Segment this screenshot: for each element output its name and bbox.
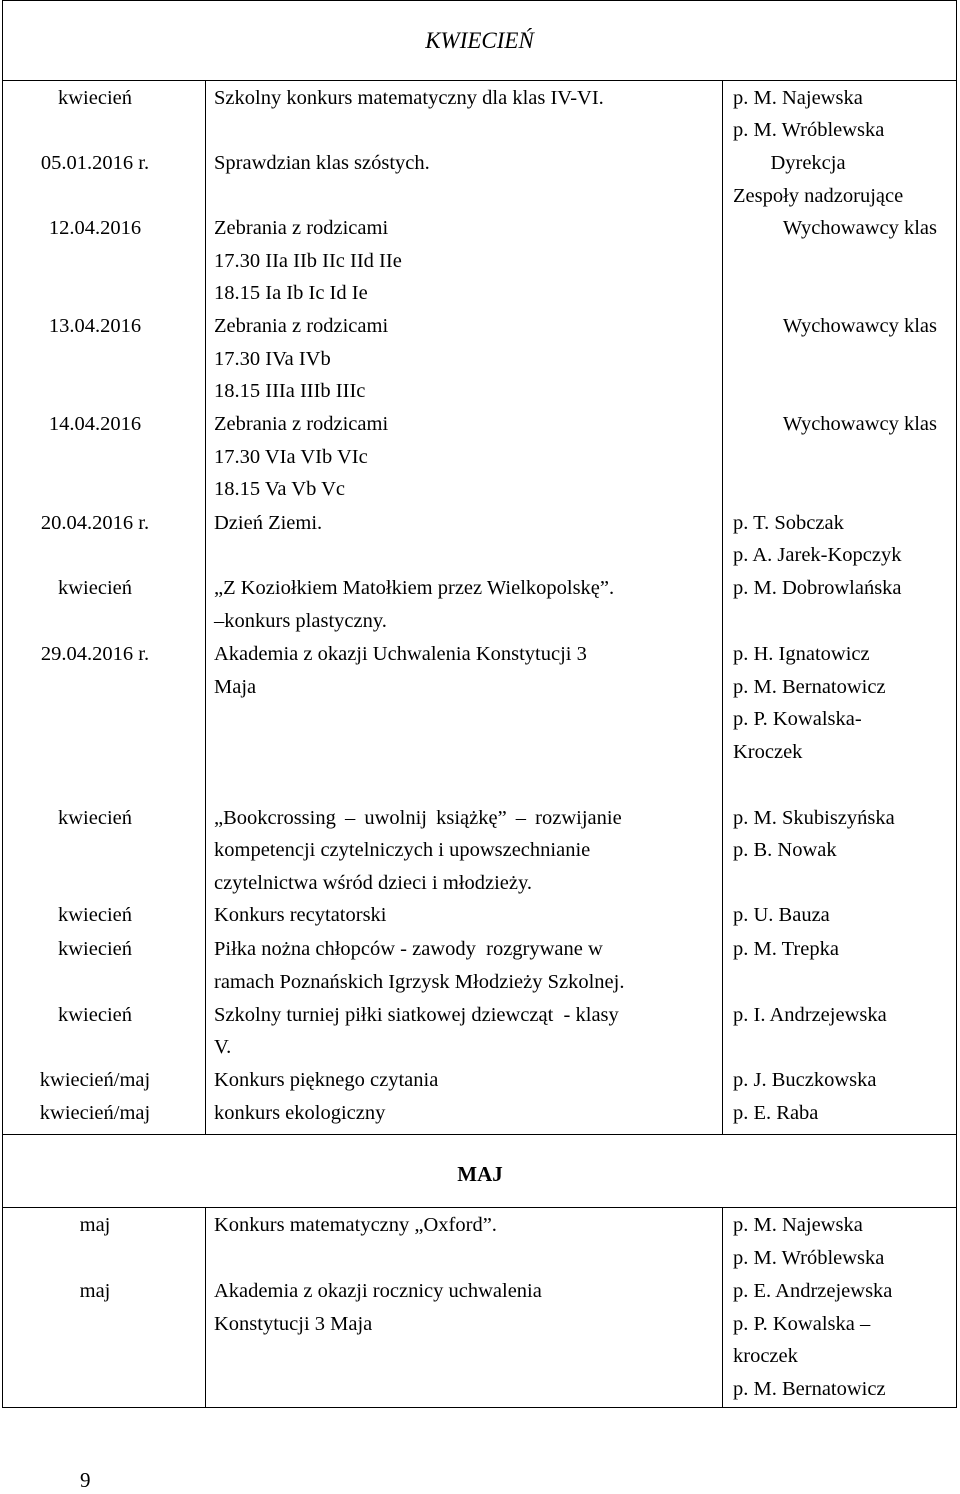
may-row-1-resp-line-2: kroczek (733, 1345, 798, 1367)
row-3-resp-line-0: Wychowawcy klas (782, 315, 937, 337)
row-8-event-line-2: czytelnictwa wśród dzieci i młodzieży. (214, 872, 533, 894)
row-0-resp-line-1: p. M. Wróblewska (733, 119, 885, 141)
row-5-resp-line-1: p. A. Jarek-Kopczyk (733, 544, 902, 566)
row-10-date: kwiecień (58, 938, 132, 960)
may-table-top (3, 1207, 956, 1208)
row-2-date: 12.04.2016 (48, 217, 142, 239)
may-row-1-event-line-0: Akademia z okazji rocznicy uchwalenia (214, 1280, 542, 1302)
april-header (2, 0, 957, 81)
may-row-0-event-line-0: Konkurs matematyczny „Oxford”. (214, 1214, 497, 1236)
april-title: KWIECIEŃ (425, 28, 534, 53)
row-2-event-line-2: 18.15 Ia Ib Ic Id Ie (214, 282, 368, 304)
page-number: 9 (80, 1468, 91, 1492)
row-8-event-line-1: kompetencji czytelniczych i upowszechnianie (214, 839, 591, 861)
row-8-date: kwiecień (58, 807, 132, 829)
row-1-date: 05.01.2016 r. (40, 152, 150, 174)
row-0-event-line-0: Szkolny konkurs matematyczny dla klas IV-VI. (214, 87, 604, 109)
row-4-event-line-2: 18.15 Va Vb Vc (214, 478, 345, 500)
row-7-resp-line-2: p. P. Kowalska- (733, 708, 862, 730)
row-8-resp-line-1: p. B. Nowak (733, 839, 837, 861)
row-6-event-line-1: –konkurs plastyczny. (214, 610, 387, 632)
row-1-resp-line-1: Zespoły nadzorujące (733, 185, 904, 207)
row-4-event-line-1: 17.30 VIa VIb VIc (214, 446, 368, 468)
row-0-resp-line-0: p. M. Najewska (733, 87, 863, 109)
row-2-resp-line-0: Wychowawcy klas (782, 217, 937, 239)
may-title: MAJ (457, 1162, 503, 1186)
may-row-1-date: maj (79, 1280, 111, 1302)
row-0-date: kwiecień (58, 87, 132, 109)
may-row-1-event-line-1: Konstytucji 3 Maja (214, 1313, 373, 1335)
row-12-date: kwiecień/maj (39, 1069, 151, 1091)
column-divider-1 (205, 81, 206, 1135)
row-7-date: 29.04.2016 r. (40, 643, 150, 665)
may-row-1-resp-line-3: p. M. Bernatowicz (733, 1378, 886, 1400)
row-4-date: 14.04.2016 (48, 413, 142, 435)
row-3-event-line-1: 17.30 IVa IVb (214, 348, 331, 370)
row-6-resp-line-0: p. M. Dobrowlańska (733, 577, 902, 599)
row-7-event-line-0: Akademia z okazji Uchwalenia Konstytucji 3 (214, 643, 587, 665)
row-6-date: kwiecień (58, 577, 132, 599)
row-9-date: kwiecień (58, 904, 132, 926)
row-13-resp-line-0: p. E. Raba (733, 1102, 819, 1124)
row-3-date: 13.04.2016 (48, 315, 142, 337)
row-7-resp-line-0: p. H. Ignatowicz (733, 643, 870, 665)
row-12-event-line-0: Konkurs pięknego czytania (214, 1069, 439, 1091)
row-2-event-line-1: 17.30 IIa IIb IIc IId IIe (214, 250, 402, 272)
row-11-resp-line-0: p. I. Andrzejewska (733, 1004, 887, 1026)
may-divider-1 (205, 1207, 206, 1407)
row-8-resp-line-0: p. M. Skubiszyńska (733, 807, 895, 829)
row-2-event-line-0: Zebrania z rodzicami (214, 217, 389, 239)
row-12-resp-line-0: p. J. Buczkowska (733, 1069, 877, 1091)
row-9-event-line-0: Konkurs recytatorski (214, 904, 387, 926)
row-11-event-line-0: Szkolny turniej piłki siatkowej dziewcząt - klasy (214, 1004, 619, 1026)
row-6-event-line-0: „Z Koziołkiem Matołkiem przez Wielkopolskę”. (214, 577, 615, 599)
row-13-date: kwiecień/maj (39, 1102, 151, 1124)
row-1-resp-line-0: Dyrekcja (770, 152, 846, 174)
row-7-resp-line-3: Kroczek (733, 741, 803, 763)
column-divider-2 (722, 81, 723, 1135)
may-row-0-resp-line-1: p. M. Wróblewska (733, 1247, 885, 1269)
row-1-event-line-0: Sprawdzian klas szóstych. (214, 152, 430, 174)
row-8-event-line-0: „Bookcrossing – uwolnij książkę” – rozwijanie (214, 807, 622, 829)
row-5-date: 20.04.2016 r. (40, 512, 150, 534)
row-11-event-line-1: V. (214, 1036, 232, 1058)
row-11-date: kwiecień (58, 1004, 132, 1026)
may-row-0-date: maj (79, 1214, 111, 1236)
may-divider-2 (722, 1207, 723, 1407)
row-10-event-line-0: Piłka nożna chłopców - zawody rozgrywane w (214, 938, 603, 960)
row-5-event-line-0: Dzień Ziemi. (214, 512, 323, 534)
row-5-resp-line-0: p. T. Sobczak (733, 512, 844, 534)
may-row-1-resp-line-1: p. P. Kowalska – (733, 1313, 871, 1335)
may-row-1-resp-line-0: p. E. Andrzejewska (733, 1280, 893, 1302)
row-4-event-line-0: Zebrania z rodzicami (214, 413, 389, 435)
row-10-event-line-1: ramach Poznańskich Igrzysk Młodzieży Szkolnej. (214, 971, 625, 993)
april-table-bottom (3, 1134, 956, 1135)
may-row-0-resp-line-0: p. M. Najewska (733, 1214, 863, 1236)
row-3-event-line-2: 18.15 IIIa IIIb IIIc (214, 380, 366, 402)
row-3-event-line-0: Zebrania z rodzicami (214, 315, 389, 337)
row-9-resp-line-0: p. U. Bauza (733, 904, 830, 926)
row-10-resp-line-0: p. M. Trepka (733, 938, 839, 960)
row-7-event-line-1: Maja (214, 676, 257, 698)
row-13-event-line-0: konkurs ekologiczny (214, 1102, 386, 1124)
row-7-resp-line-1: p. M. Bernatowicz (733, 676, 886, 698)
row-4-resp-line-0: Wychowawcy klas (782, 413, 937, 435)
